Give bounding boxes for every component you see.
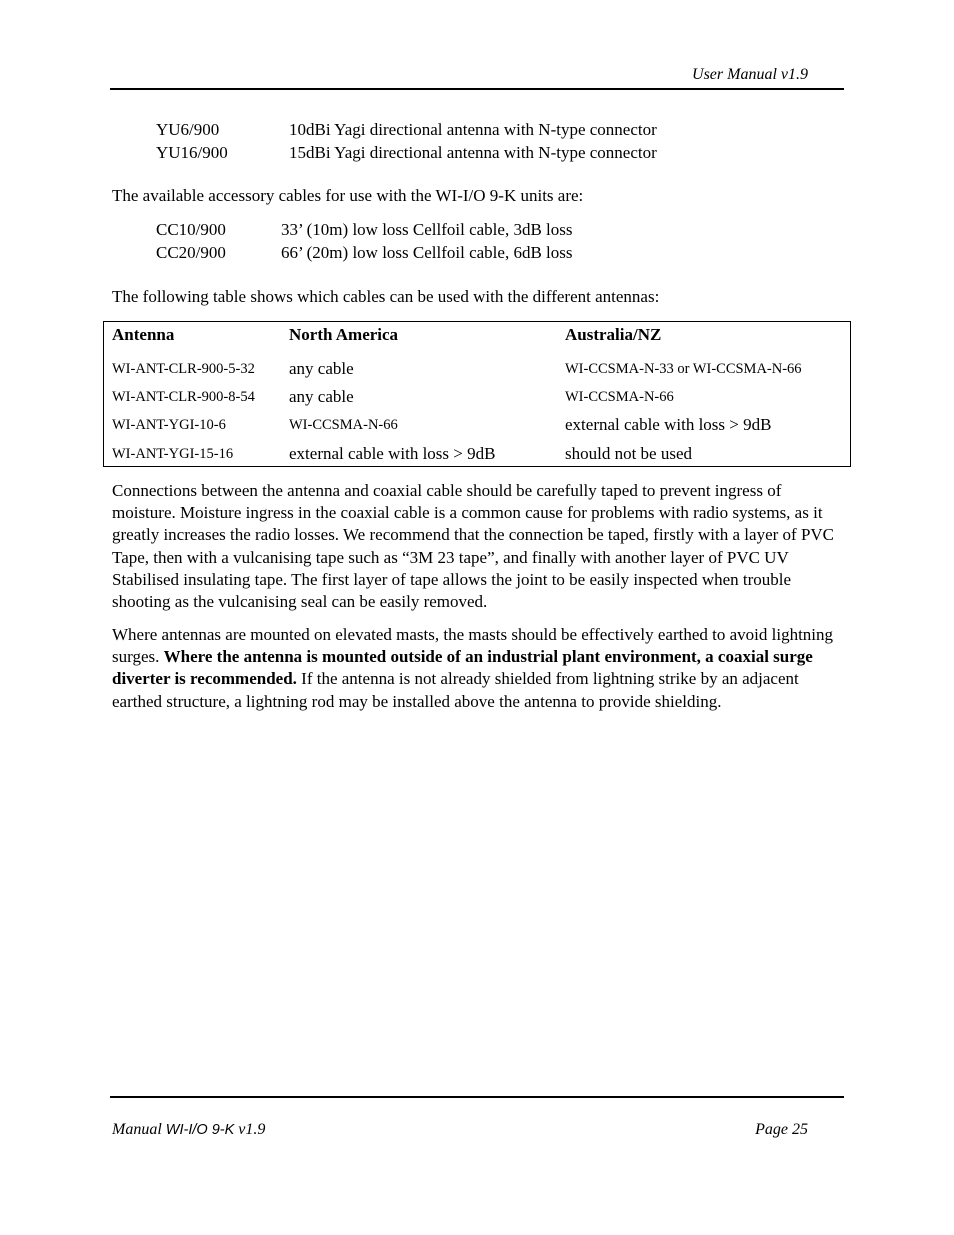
table-cell: WI-CCSMA-N-66 xyxy=(289,417,398,433)
table-cell: WI-ANT-CLR-900-8-54 xyxy=(112,389,255,405)
footer-product: WI-I/O 9-K xyxy=(165,1122,235,1138)
table-intro-paragraph: The following table shows which cables can be used with the different antennas: xyxy=(112,287,660,306)
table-cell: external cable with loss > 9dB xyxy=(565,415,772,434)
cable-code: CC20/900 xyxy=(156,242,226,262)
table-cell: WI-ANT-YGI-10-6 xyxy=(112,417,226,433)
table-cell: WI-CCSMA-N-33 or WI-CCSMA-N-66 xyxy=(565,361,802,377)
antenna-description: 15dBi Yagi directional antenna with N-type connector xyxy=(289,142,657,162)
footer-manual-title xyxy=(112,1121,265,1139)
cables-intro-paragraph: The available accessory cables for use with the WI-I/O 9-K units are: xyxy=(112,186,584,205)
page-number: Page 25 xyxy=(755,1121,808,1138)
table-cell: WI-CCSMA-N-66 xyxy=(565,389,674,405)
running-header: User Manual v1.9 xyxy=(692,66,808,83)
table-cell: WI-ANT-CLR-900-5-32 xyxy=(112,361,255,377)
table-header-north-america: North America xyxy=(289,325,399,344)
masts-text-end: If the antenna is not already shielded from lightning strike by an adjacent earthed structure, a lightning rod may be installed above the antenna to provide shielding. xyxy=(112,669,799,711)
antenna-list xyxy=(156,119,657,164)
masts-paragraph xyxy=(112,624,842,713)
cable-description: 66’ (20m) low loss Cellfoil cable, 6dB loss xyxy=(281,242,573,262)
masts-text-start: Where antennas are mounted on elevated masts, the masts should be effectively earthed to avoid lightning surges. xyxy=(112,625,834,667)
antenna-cable-table xyxy=(103,321,851,467)
table-cell: external cable with loss > 9dB xyxy=(289,444,496,463)
table-cell: WI-ANT-YGI-15-16 xyxy=(112,446,234,462)
header-rule xyxy=(110,88,844,90)
table-cell: should not be used xyxy=(565,444,693,463)
antenna-code: YU16/900 xyxy=(156,142,228,162)
taping-paragraph: Connections between the antenna and coaxial cable should be carefully taped to prevent ingress of moisture. Moisture ingress in the coaxial cable is a common cause for problems with radio systems, as it greatly increases the radio losses. We recommend that the connection be taped, firstly with a layer of PVC Tape, then with a vulcanising tape such as “3M 23 tape”, and finally with another layer of PVC UV Stabilised insulating tape. The first layer of tape allows the joint to be easily inspected when trouble shooting as the vulcanising seal can be easily removed. xyxy=(112,481,835,612)
footer-rule xyxy=(110,1096,844,1098)
cable-code: CC10/900 xyxy=(156,220,226,239)
antenna-description: 10dBi Yagi directional antenna with N-type connector xyxy=(289,120,657,139)
table-cell: any cable xyxy=(289,359,354,378)
footer-prefix: Manual xyxy=(112,1121,166,1138)
table-header-antenna: Antenna xyxy=(112,325,175,344)
list-item xyxy=(156,142,657,165)
table-cell: any cable xyxy=(289,387,354,406)
list-item xyxy=(156,219,573,242)
masts-text-bold: Where the antenna is mounted outside of an industrial plant environment, a coaxial surge diverter is recommended. xyxy=(112,647,813,689)
list-item xyxy=(156,242,573,265)
footer-suffix: v1.9 xyxy=(234,1121,266,1138)
table-header-australia-nz: Australia/NZ xyxy=(565,325,662,344)
antenna-code: YU6/900 xyxy=(156,120,220,139)
cable-description: 33’ (10m) low loss Cellfoil cable, 3dB loss xyxy=(281,220,573,239)
list-item xyxy=(156,119,657,142)
cable-list xyxy=(156,219,573,264)
